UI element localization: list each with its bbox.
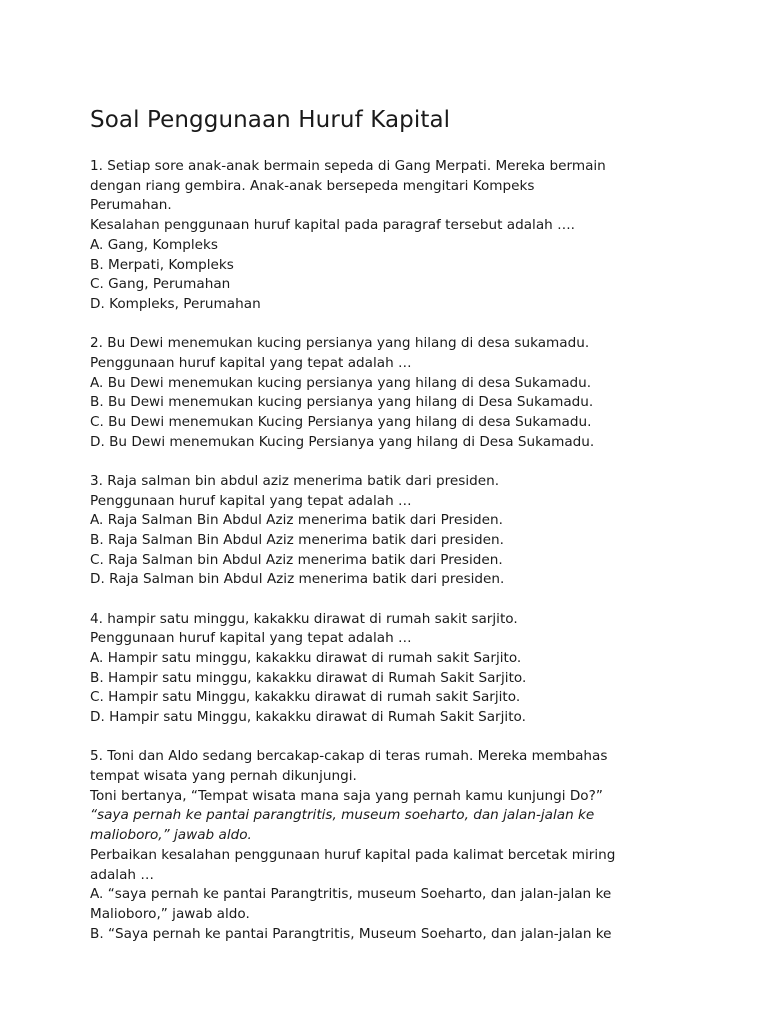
question-2 <box>90 334 690 452</box>
question-1-line-2: dengan riang gembira. Anak-anak bersepeda mengitari Kompeks <box>90 177 535 194</box>
question-2-option-d: D. Bu Dewi menemukan Kucing Persianya yang hilang di Desa Sukamadu. <box>90 433 595 450</box>
document-page <box>90 104 690 964</box>
question-1-line-3: Perumahan. <box>90 197 172 214</box>
question-2-prompt: Penggunaan huruf kapital yang tepat adalah … <box>90 354 412 371</box>
question-2-line-1: 2. Bu Dewi menemukan kucing persianya yang hilang di desa sukamadu. <box>90 335 590 352</box>
question-3-option-d: D. Raja Salman bin Abdul Aziz menerima batik dari presiden. <box>90 571 505 588</box>
question-4-prompt: Penggunaan huruf kapital yang tepat adalah … <box>90 630 412 647</box>
question-5-option-a-2: Malioboro,” jawab aldo. <box>90 905 250 922</box>
question-4-option-d: D. Hampir satu Minggu, kakakku dirawat di Rumah Sakit Sarjito. <box>90 709 526 726</box>
question-1 <box>90 157 690 315</box>
question-5-italic-sentence-2: malioboro,” jawab aldo. <box>90 827 252 844</box>
question-3-option-c: C. Raja Salman bin Abdul Aziz menerima batik dari Presiden. <box>90 551 503 568</box>
question-5-option-b-1: B. “Saya pernah ke pantai Parangtritis, Museum Soeharto, dan jalan-jalan ke <box>90 925 612 942</box>
question-1-prompt: Kesalahan penggunaan huruf kapital pada paragraf tersebut adalah …. <box>90 217 576 234</box>
question-3 <box>90 472 690 590</box>
question-1-option-b: B. Merpati, Kompleks <box>90 256 234 273</box>
question-5-italic-sentence-1: “saya pernah ke pantai parangtritis, museum soeharto, dan jalan-jalan ke <box>90 807 595 824</box>
question-4-option-a: A. Hampir satu minggu, kakakku dirawat di rumah sakit Sarjito. <box>90 649 522 666</box>
question-3-prompt: Penggunaan huruf kapital yang tepat adalah … <box>90 492 412 509</box>
question-5-line-1: 5. Toni dan Aldo sedang bercakap-cakap di teras rumah. Mereka membahas <box>90 748 608 765</box>
question-2-option-a: A. Bu Dewi menemukan kucing persianya yang hilang di desa Sukamadu. <box>90 374 592 391</box>
question-5-line-3: Toni bertanya, “Tempat wisata mana saja yang pernah kamu kunjungi Do?” <box>90 787 603 804</box>
question-4-option-c: C. Hampir satu Minggu, kakakku dirawat di rumah sakit Sarjito. <box>90 689 521 706</box>
question-1-line-1: 1. Setiap sore anak-anak bermain sepeda di Gang Merpati. Mereka bermain <box>90 158 606 174</box>
question-5-line-2: tempat wisata yang pernah dikunjungi. <box>90 767 357 784</box>
question-2-option-b: B. Bu Dewi menemukan kucing persianya yang hilang di Desa Sukamadu. <box>90 394 594 411</box>
page-title: Soal Penggunaan Huruf Kapital <box>90 107 451 133</box>
question-5 <box>90 747 690 944</box>
question-5-prompt-2: adalah … <box>90 866 154 883</box>
question-2-option-c: C. Bu Dewi menemukan Kucing Persianya yang hilang di desa Sukamadu. <box>90 413 592 430</box>
question-3-option-b: B. Raja Salman Bin Abdul Aziz menerima batik dari presiden. <box>90 531 504 548</box>
question-1-option-c: C. Gang, Perumahan <box>90 276 231 293</box>
question-4 <box>90 610 690 728</box>
question-4-option-b: B. Hampir satu minggu, kakakku dirawat di Rumah Sakit Sarjito. <box>90 669 527 686</box>
question-1-option-d: D. Kompleks, Perumahan <box>90 295 261 312</box>
question-5-option-a-1: A. “saya pernah ke pantai Parangtritis, museum Soeharto, dan jalan-jalan ke <box>90 886 612 903</box>
question-3-option-a: A. Raja Salman Bin Abdul Aziz menerima batik dari Presiden. <box>90 512 503 529</box>
question-1-option-a: A. Gang, Kompleks <box>90 236 218 253</box>
question-3-line-1: 3. Raja salman bin abdul aziz menerima batik dari presiden. <box>90 472 500 489</box>
question-5-prompt-1: Perbaikan kesalahan penggunaan huruf kapital pada kalimat bercetak miring <box>90 846 616 863</box>
question-4-line-1: 4. hampir satu minggu, kakakku dirawat di rumah sakit sarjito. <box>90 610 518 627</box>
